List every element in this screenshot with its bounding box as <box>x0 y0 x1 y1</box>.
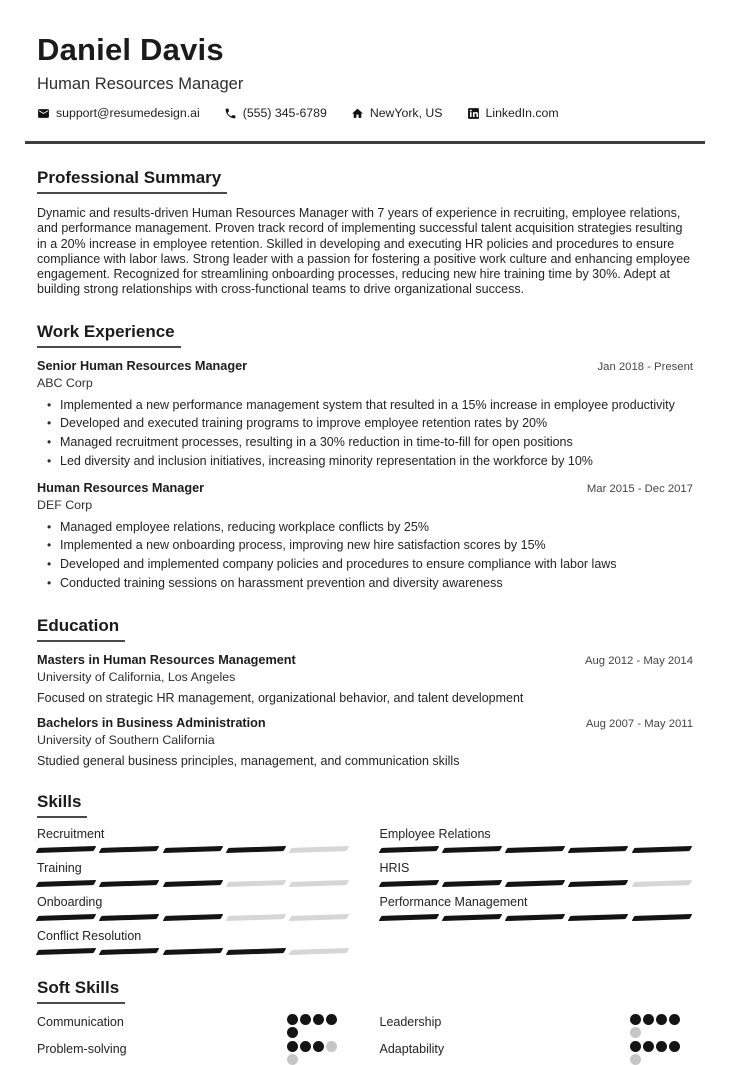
skill-label: HRIS <box>379 860 410 875</box>
skill-bar <box>37 949 351 954</box>
education-dates: Aug 2012 - May 2014 <box>584 654 693 667</box>
phone-icon <box>224 107 237 120</box>
education-description: Studied general business principles, management, and communication skills <box>37 753 460 768</box>
home-icon <box>351 107 364 120</box>
contact-email-text: support@resumedesign.ai <box>56 106 200 120</box>
bullet-item: • Implemented a new performance management system that resulted in a 15% increase in employee productivity <box>60 398 693 414</box>
dot-filled <box>326 1014 337 1025</box>
skill-bar <box>37 915 351 920</box>
skill-bar <box>380 847 694 852</box>
dot-filled <box>287 1027 298 1038</box>
header <box>37 32 693 120</box>
skills-column-right <box>380 818 694 954</box>
soft-skill-label: Adaptability <box>379 1041 445 1056</box>
job-title: Human Resources Manager <box>37 480 205 495</box>
bar-segment-filled <box>36 913 97 920</box>
section-summary <box>37 144 693 298</box>
bar-segment-empty <box>631 879 692 886</box>
skill-dots <box>287 1014 338 1038</box>
job-title-row <box>37 359 693 373</box>
skill-bar <box>37 881 351 886</box>
education-school: University of California, Los Angeles <box>37 669 236 684</box>
skill-label: Onboarding <box>37 894 103 909</box>
skill-item <box>380 861 694 886</box>
summary-text: Dynamic and results-driven Human Resources Manager with 7 years of experience in recruiting, employee relations, and performance management. Proven track record of implementing successful talent acquisition strategies resulting in a 20% increase in employee retention. Skilled in developing and executing HR policies and procedures to ensure compliance with labor laws. Strong leader with a passion for fostering a positive work culture and enhancing employee engagement. Recognized for streamlining onboarding processes, reducing new hire training time by 30%. Adept at building strong relationships with cross-functional teams to drive organizational success. <box>37 206 691 297</box>
bar-segment-filled <box>162 913 223 920</box>
bar-segment-empty <box>289 879 350 886</box>
contact-phone[interactable] <box>224 106 327 120</box>
bar-segment-filled <box>568 913 629 920</box>
candidate-name: Daniel Davis <box>37 32 224 67</box>
bar-segment-filled <box>441 845 502 852</box>
dot-filled <box>656 1041 667 1052</box>
job-title: Senior Human Resources Manager <box>37 358 248 373</box>
job-entry <box>37 359 693 470</box>
skill-bar <box>37 847 351 852</box>
bar-segment-filled <box>505 879 566 886</box>
bar-segment-empty <box>226 879 287 886</box>
skill-label: Training <box>37 860 82 875</box>
skill-label: Recruitment <box>37 826 105 841</box>
section-skills <box>37 768 693 954</box>
contact-location <box>351 106 443 120</box>
soft-skills-columns <box>37 1006 693 1065</box>
contact-row <box>37 106 693 120</box>
skill-label: Employee Relations <box>379 826 491 841</box>
dot-filled <box>643 1014 654 1025</box>
soft-skill-item <box>37 1014 351 1038</box>
dot-filled <box>300 1014 311 1025</box>
job-company: ABC Corp <box>37 375 93 390</box>
bar-segment-filled <box>99 947 160 954</box>
bar-segment-filled <box>631 913 692 920</box>
soft-skill-label: Leadership <box>379 1014 442 1029</box>
bar-segment-filled <box>36 879 97 886</box>
skill-dots <box>630 1014 681 1038</box>
skill-dots <box>630 1041 681 1065</box>
bar-segment-empty <box>289 947 350 954</box>
dot-filled <box>630 1014 641 1025</box>
job-entry <box>37 481 693 592</box>
job-dates: Jan 2018 - Present <box>597 360 693 373</box>
bullet-item: • Managed recruitment processes, resulting in a 30% reduction in time-to-fill for open positions <box>60 435 693 451</box>
skill-item <box>380 895 694 920</box>
bar-segment-empty <box>226 913 287 920</box>
skills-columns <box>37 818 693 954</box>
section-heading-soft-skills: Soft Skills <box>37 978 125 1004</box>
skill-label: Conflict Resolution <box>37 928 142 943</box>
dot-empty <box>326 1041 337 1052</box>
skill-bar <box>380 881 694 886</box>
bullet-item: • Developed and implemented company policies and procedures to ensure compliance with labor laws <box>60 557 693 573</box>
dot-filled <box>313 1041 324 1052</box>
skill-item <box>37 827 351 852</box>
education-degree: Masters in Human Resources Management <box>37 652 296 667</box>
linkedin-icon <box>467 107 480 120</box>
bar-segment-filled <box>226 947 287 954</box>
bar-segment-filled <box>99 845 160 852</box>
bullet-item: • Led diversity and inclusion initiatives, increasing minority representation in the workforce by 10% <box>60 454 693 470</box>
contact-phone-text: (555) 345-6789 <box>242 106 327 120</box>
job-bullets <box>37 398 693 470</box>
contact-email[interactable] <box>37 106 200 120</box>
dot-empty <box>630 1054 641 1065</box>
bar-segment-filled <box>162 845 223 852</box>
bar-segment-filled <box>568 845 629 852</box>
bar-segment-filled <box>505 913 566 920</box>
education-description: Focused on strategic HR management, organizational behavior, and talent development <box>37 690 524 705</box>
bar-segment-filled <box>378 845 439 852</box>
education-title-row <box>37 653 693 667</box>
bullet-item: • Managed employee relations, reducing workplace conflicts by 25% <box>60 520 693 536</box>
skill-item <box>380 827 694 852</box>
soft-skill-item <box>37 1041 351 1065</box>
bar-segment-empty <box>289 913 350 920</box>
dot-filled <box>300 1041 311 1052</box>
job-dates: Mar 2015 - Dec 2017 <box>586 482 693 495</box>
bar-segment-filled <box>568 879 629 886</box>
dot-filled <box>669 1041 680 1052</box>
soft-skills-column-left <box>37 1006 351 1065</box>
skill-dots <box>287 1041 338 1065</box>
dot-filled <box>287 1041 298 1052</box>
dot-filled <box>643 1041 654 1052</box>
skill-item <box>37 861 351 886</box>
section-heading-education: Education <box>37 616 125 642</box>
dot-filled <box>313 1014 324 1025</box>
bar-segment-empty <box>289 845 350 852</box>
candidate-title: Human Resources Manager <box>37 75 244 93</box>
education-degree: Bachelors in Business Administration <box>37 715 266 730</box>
bar-segment-filled <box>505 845 566 852</box>
dot-empty <box>630 1027 641 1038</box>
bar-segment-filled <box>162 879 223 886</box>
education-dates: Aug 2007 - May 2011 <box>585 717 693 730</box>
section-heading-skills: Skills <box>37 792 87 818</box>
dot-filled <box>656 1014 667 1025</box>
dot-filled <box>630 1041 641 1052</box>
skills-column-left <box>37 818 351 954</box>
education-entry <box>37 716 693 768</box>
skill-item <box>37 895 351 920</box>
contact-linkedin[interactable] <box>467 106 559 120</box>
job-bullets <box>37 520 693 592</box>
bullet-item: • Developed and executed training programs to improve employee retention rates by 20% <box>60 416 693 432</box>
job-company: DEF Corp <box>37 497 93 512</box>
skill-label: Performance Management <box>379 894 528 909</box>
soft-skill-item <box>380 1041 694 1065</box>
bar-segment-filled <box>441 879 502 886</box>
section-experience <box>37 298 693 592</box>
job-title-row <box>37 481 693 495</box>
section-heading-summary: Professional Summary <box>37 168 227 194</box>
bar-segment-filled <box>378 913 439 920</box>
dot-filled <box>287 1014 298 1025</box>
email-icon <box>37 107 50 120</box>
dot-empty <box>287 1054 298 1065</box>
bullet-item: • Conducted training sessions on harassment prevention and diversity awareness <box>60 576 693 592</box>
contact-location-text: NewYork, US <box>369 106 443 120</box>
education-school: University of Southern California <box>37 732 215 747</box>
bar-segment-filled <box>99 913 160 920</box>
section-soft-skills <box>37 954 693 1065</box>
education-title-row <box>37 716 693 730</box>
section-education <box>37 592 693 768</box>
contact-linkedin-text: LinkedIn.com <box>485 106 559 120</box>
bar-segment-filled <box>162 947 223 954</box>
skill-bar <box>380 915 694 920</box>
soft-skill-label: Communication <box>37 1014 124 1029</box>
bar-segment-filled <box>36 845 97 852</box>
soft-skill-item <box>380 1014 694 1038</box>
bullet-item: • Implemented a new onboarding process, improving new hire satisfaction scores by 15% <box>60 538 693 554</box>
bar-segment-filled <box>226 845 287 852</box>
dot-filled <box>669 1014 680 1025</box>
bar-segment-filled <box>99 879 160 886</box>
soft-skills-column-right <box>380 1006 694 1065</box>
bar-segment-filled <box>441 913 502 920</box>
soft-skill-label: Problem-solving <box>37 1041 127 1056</box>
section-heading-experience: Work Experience <box>37 322 181 348</box>
bar-segment-filled <box>378 879 439 886</box>
skill-item <box>37 929 351 954</box>
bar-segment-filled <box>631 845 692 852</box>
education-entry <box>37 653 693 705</box>
